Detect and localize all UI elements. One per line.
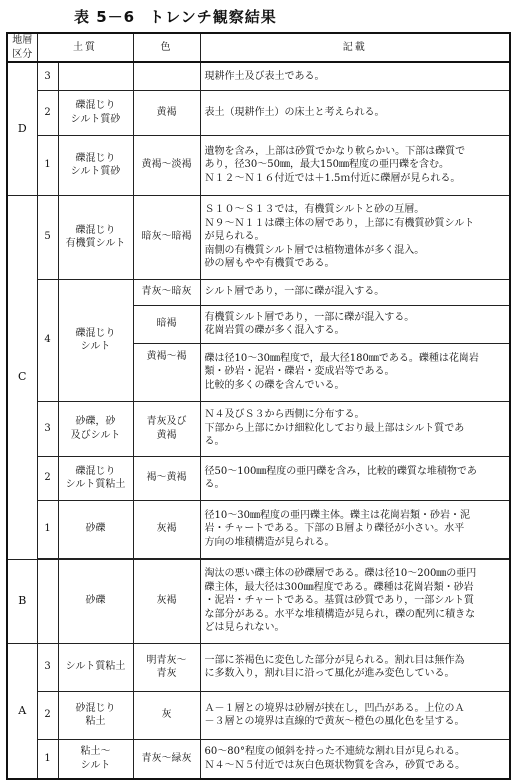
color-cell: 黄褐～淡褐 [133, 135, 200, 195]
trench-observation-table [6, 32, 511, 780]
desc-cell: 一部に茶褐色に変色した部分が見られる。割れ目は無作為 に多数入り，割れ目に沿って風化が進み変色している。 [200, 643, 510, 691]
desc-cell: 淘汰の悪い礫主体の砂礫層である。礫は径10～200㎜の亜円 礫主体，最大径は300㎜程度である。礫種は花崗岩類・砂岩 ・泥岩・チャートである。基質は砂質であり，一部シルト質 な部分がある。水平な堆積構造が見られ，礫の配列に積きな どは見られない。 [200, 559, 510, 643]
color-cell: 灰褐 [133, 559, 200, 643]
desc-cell: Ａ－１層との境界は砂層が挟在し，凹凸がある。上位のＡ －３層との境界は直線的で黄灰～橙色の風化色を呈する。 [200, 691, 510, 739]
color-cell [133, 62, 200, 90]
color-cell: 褐～黄褐 [133, 456, 200, 500]
layer-b: B [7, 559, 37, 643]
soil-cell: 砂混じり 粘土 [58, 691, 133, 739]
header-color: 色 [133, 33, 200, 62]
color-cell: 黄褐 [133, 90, 200, 135]
sub-no: 1 [37, 739, 58, 779]
sub-no: 2 [37, 90, 58, 135]
desc-cell: 径50～100㎜程度の亜円礫を含み，比較的礫質な堆積物であ る。 [200, 456, 510, 500]
desc-cell: シルト層であり，一部に礫が混入する。 [200, 279, 510, 305]
table-title [74, 6, 277, 27]
soil-cell: 砂礫，砂 及びシルト [58, 401, 133, 456]
sub-no [37, 559, 58, 643]
color-cell: 灰褐 [133, 500, 200, 558]
desc-cell: Ｎ４及びＳ３から西側に分布する。 下部から上部にかけ細粒化しており最上部はシルト質であ る。 [200, 401, 510, 456]
sub-no: 1 [37, 500, 58, 558]
header-row [7, 33, 510, 62]
color-cell: 青灰～緑灰 [133, 739, 200, 779]
header-description: 記載 [200, 33, 510, 62]
soil-cell: シルト質粘土 [58, 643, 133, 691]
desc-cell: 遺物を含み，上部は砂質でかなり軟らかい。下部は礫質で あり，径30～50㎜，最大150㎜程度の亜円礫を含む。 Ｎ１２～Ｎ１６付近では＋1.5ｍ付近に礫層が見られる。 [200, 135, 510, 195]
table-row [7, 62, 510, 90]
desc-cell: 径10～30㎜程度の亜円礫主体。礫主は花崗岩類・砂岩・泥 岩・チャートである。下部のＢ層より礫径が小さい。水平 方向の堆積構造が見られる。 [200, 500, 510, 558]
sub-no: 4 [37, 279, 58, 401]
header-layer: 地層区分 [7, 33, 37, 62]
table-row [7, 559, 510, 643]
table-row [7, 456, 510, 500]
color-cell: 青灰～暗灰 [133, 279, 200, 305]
layer-a: A [7, 643, 37, 779]
table-row [7, 739, 510, 779]
soil-cell: 礫混じり シルト質砂 [58, 135, 133, 195]
soil-cell: 礫混じり シルト [58, 279, 133, 401]
color-cell: 黄褐～褐 [133, 343, 200, 401]
color-cell: 青灰及び 黄褐 [133, 401, 200, 456]
desc-cell: Ｓ１０～Ｓ１３では，有機質シルトと砂の互層。 Ｎ９～Ｎ１１は礫主体の層であり，上部に有機質砂質シルト が見られる。 南側の有機質シルト層では植物遺体が多く混入。 砂の層もやや有機質である。 [200, 195, 510, 279]
sub-no: 3 [37, 62, 58, 90]
sub-no: 5 [37, 195, 58, 279]
sub-no: 2 [37, 456, 58, 500]
table-number: 表 5－6 [74, 8, 136, 26]
table-row [7, 643, 510, 691]
layer-d: D [7, 62, 37, 195]
color-cell: 暗褐 [133, 305, 200, 343]
desc-cell: 表土（現耕作土）の床土と考えられる。 [200, 90, 510, 135]
desc-cell: 礫は径10～30㎜程度で，最大径180㎜である。礫種は花崗岩 類・砂岩・泥岩・礫岩・変成岩等である。 比較的多くの礫を含んでいる。 [200, 343, 510, 401]
soil-cell: 砂礫 [58, 500, 133, 558]
table-row [7, 135, 510, 195]
soil-cell: 粘土～ シルト [58, 739, 133, 779]
color-cell: 暗灰～暗褐 [133, 195, 200, 279]
sub-no: 3 [37, 401, 58, 456]
soil-cell: 砂礫 [58, 559, 133, 643]
table-row [7, 195, 510, 279]
color-cell: 灰 [133, 691, 200, 739]
layer-c: C [7, 195, 37, 559]
sub-no: 3 [37, 643, 58, 691]
desc-cell: 現耕作土及び表土である。 [200, 62, 510, 90]
soil-cell: 礫混じり シルト質砂 [58, 90, 133, 135]
soil-cell [58, 62, 133, 90]
table-name: トレンチ観察結果 [149, 8, 277, 26]
table-row [7, 401, 510, 456]
sub-no: 2 [37, 691, 58, 739]
sub-no: 1 [37, 135, 58, 195]
table-row [7, 691, 510, 739]
soil-cell: 礫混じり 有機質シルト [58, 195, 133, 279]
color-cell: 明青灰～ 青灰 [133, 643, 200, 691]
table-row [7, 90, 510, 135]
desc-cell: 60～80°程度の傾斜を持った不連続な割れ目が見られる。 Ｎ４～Ｎ５付近では灰白色斑状物質を含み，砂質である。 [200, 739, 510, 779]
header-soil: 土質 [37, 33, 133, 62]
table-row [7, 500, 510, 558]
soil-cell: 礫混じり シルト質粘土 [58, 456, 133, 500]
table-row [7, 279, 510, 305]
desc-cell: 有機質シルト層であり，一部に礫が混入する。 花崗岩質の礫が多く混入する。 [200, 305, 510, 343]
